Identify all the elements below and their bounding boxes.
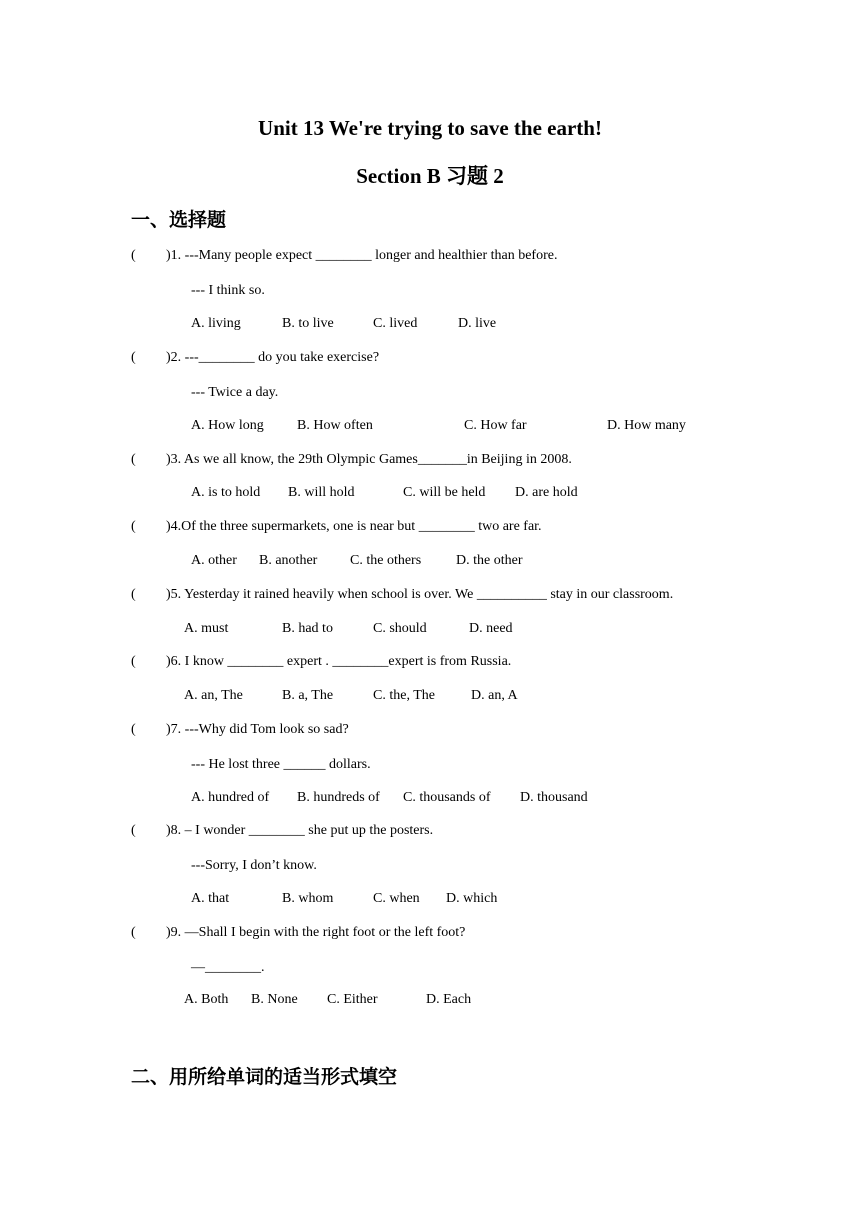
option-c: C. the, The — [373, 688, 435, 703]
question-stem: )6. I know ________ expert . ________expert is from Russia. — [166, 654, 512, 669]
option-d: D. need — [469, 621, 513, 636]
page-title: Unit 13 We're trying to save the earth! — [258, 116, 602, 140]
answer-bracket: ( — [131, 248, 136, 263]
question-reply: ---Sorry, I don’t know. — [191, 858, 317, 873]
option-b: B. a, The — [282, 688, 334, 703]
option-a: A. that — [191, 891, 230, 906]
option-a: A. living — [191, 316, 241, 331]
option-c: C. the others — [350, 553, 422, 568]
option-d: D. thousand — [520, 790, 588, 805]
option-b: B. whom — [282, 891, 334, 906]
option-c: C. will be held — [403, 485, 486, 500]
option-d: D. an, A — [471, 688, 518, 703]
question-reply: --- Twice a day. — [191, 385, 279, 400]
option-b: B. had to — [282, 621, 333, 636]
section-heading-fill-in: 二、用所给单词的适当形式填空 — [131, 1066, 398, 1088]
question-stem: )8. – I wonder ________ she put up the posters. — [166, 823, 434, 838]
option-a: A. hundred of — [191, 790, 270, 805]
answer-bracket: ( — [131, 925, 136, 940]
answer-bracket: ( — [131, 452, 136, 467]
question-stem: )2. ---________ do you take exercise? — [166, 350, 380, 365]
question-stem: )3. As we all know, the 29th Olympic Games_______in Beijing in 2008. — [166, 452, 572, 467]
option-d: D. are hold — [515, 485, 578, 500]
option-b: B. to live — [282, 316, 334, 331]
option-c: C. Either — [327, 992, 378, 1007]
answer-bracket: ( — [131, 587, 136, 602]
option-b: B. hundreds of — [297, 790, 380, 805]
question-reply: --- I think so. — [191, 283, 265, 298]
option-d: D. How many — [607, 418, 686, 433]
option-c: C. when — [373, 891, 420, 906]
question-reply: —________. — [191, 960, 265, 975]
option-d: D. live — [458, 316, 497, 331]
answer-bracket: ( — [131, 823, 136, 838]
question-stem: )9. —Shall I begin with the right foot or the left foot? — [166, 925, 466, 940]
option-a: A. Both — [184, 992, 229, 1007]
option-b: B. None — [251, 992, 298, 1007]
page-subtitle: Section B 习题 2 — [356, 164, 504, 188]
question-reply: --- He lost three ______ dollars. — [191, 757, 371, 772]
option-a: A. an, The — [184, 688, 243, 703]
option-b: B. another — [259, 553, 318, 568]
answer-bracket: ( — [131, 654, 136, 669]
option-b: B. will hold — [288, 485, 355, 500]
answer-bracket: ( — [131, 519, 136, 534]
option-a: A. other — [191, 553, 237, 568]
option-c: C. How far — [464, 418, 527, 433]
option-d: D. the other — [456, 553, 523, 568]
option-b: B. How often — [297, 418, 373, 433]
option-a: A. How long — [191, 418, 264, 433]
question-stem: )1. ---Many people expect ________ longer and healthier than before. — [166, 248, 558, 263]
option-a: A. must — [184, 621, 229, 636]
question-stem: )5. Yesterday it rained heavily when school is over. We __________ stay in our classroom. — [166, 587, 674, 602]
option-c: C. should — [373, 621, 427, 636]
question-stem: )4.Of the three supermarkets, one is near but ________ two are far. — [166, 519, 542, 534]
question-stem: )7. ---Why did Tom look so sad? — [166, 722, 349, 737]
option-d: D. Each — [426, 992, 472, 1007]
option-a: A. is to hold — [191, 485, 261, 500]
option-d: D. which — [446, 891, 498, 906]
answer-bracket: ( — [131, 722, 136, 737]
section-heading-choice: 一、选择题 — [131, 209, 227, 231]
option-c: C. lived — [373, 316, 418, 331]
answer-bracket: ( — [131, 350, 136, 365]
option-c: C. thousands of — [403, 790, 491, 805]
